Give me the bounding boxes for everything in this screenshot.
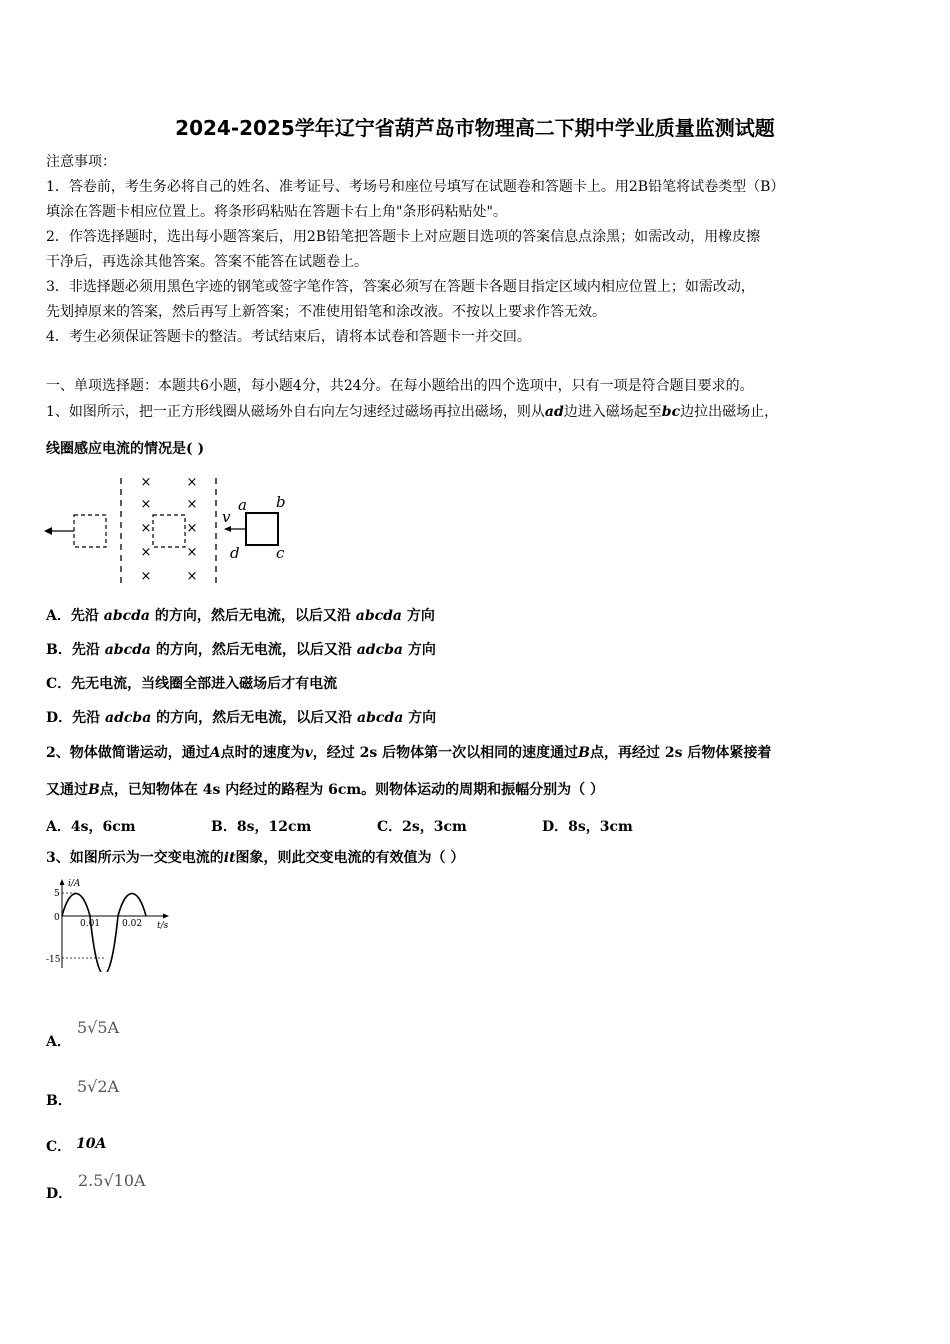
question-3-stem: 3、如图所示为一交变电流的it图象，则此交变电流的有效值为（ ） bbox=[46, 850, 465, 866]
field-cross: × bbox=[186, 521, 198, 536]
q3-option-d-value: 2.5√10A bbox=[78, 1171, 146, 1190]
question-1-stem-cont: 线圈感应电流的情况是( ) bbox=[46, 441, 205, 457]
q2-option-c: C．2s，3cm bbox=[377, 819, 467, 835]
y-tick-top: 5 bbox=[54, 889, 60, 899]
q3-option-b-value: 5√2A bbox=[77, 1077, 120, 1096]
q3-option-d-letter: D． bbox=[46, 1186, 73, 1202]
notice-line: 3．非选择题必须用黑色字迹的钢笔或签字笔作答，答案必须写在答题卡各题目指定区域内相应位置上；如需改动， bbox=[46, 279, 755, 295]
q3-option-c-letter: C． bbox=[46, 1139, 72, 1155]
q1-option-b: B．先沿 abcda 的方向，然后无电流，以后又沿 adcba 方向 bbox=[46, 642, 436, 658]
notice-line: 先划掉原来的答案，然后再写上新答案；不准使用铅笔和涂改液。不按以上要求作答无效。 bbox=[46, 304, 606, 320]
q2-option-a: A．4s，6cm bbox=[46, 819, 136, 835]
y-tick-bottom: -15 bbox=[46, 955, 61, 965]
field-cross: × bbox=[186, 497, 198, 512]
notice-line: 填涂在答题卡相应位置上。将条形码粘贴在答题卡右上角"条形码粘贴处"。 bbox=[46, 204, 507, 220]
q3-option-a-letter: A． bbox=[46, 1034, 71, 1050]
corner-label-d: d bbox=[230, 544, 240, 562]
q2-option-b: B．8s，12cm bbox=[211, 819, 312, 835]
field-cross: × bbox=[140, 545, 152, 560]
magnetic-field-figure bbox=[40, 470, 300, 590]
field-cross: × bbox=[186, 569, 198, 584]
x-tick-2: 0.02 bbox=[122, 919, 143, 929]
y-axis-label: i/A bbox=[68, 879, 81, 889]
field-cross: × bbox=[140, 475, 152, 490]
page-title: 2024-2025学年辽宁省葫芦岛市物理高二下期中学业质量监测试题 bbox=[175, 116, 775, 140]
notice-line: 干净后，再选涂其他答案。答案不能答在试题卷上。 bbox=[46, 254, 368, 270]
notice-line: 2．作答选择题时，选出每小题答案后，用2B铅笔把答题卡上对应题目选项的答案信息点涂黑；如需改动，用橡皮擦 bbox=[46, 229, 761, 245]
q2-option-d: D．8s，3cm bbox=[542, 819, 633, 835]
q1-option-c: C．先无电流，当线圈全部进入磁场后才有电流 bbox=[46, 676, 338, 692]
field-cross: × bbox=[140, 521, 152, 536]
question-2-stem: 2、物体做简谐运动，通过A点时的速度为v，经过 2s 后物体第一次以相同的速度通过B点，再经过 2s 后物体紧接着 bbox=[46, 745, 772, 761]
field-cross: × bbox=[140, 497, 152, 512]
question-1-stem: 1、如图所示，把一正方形线圈从磁场外自右向左匀速经过磁场再拉出磁场，则从ad边进入磁场起至bc边拉出磁场止， bbox=[46, 404, 779, 420]
question-2-stem-cont: 又通过B点，已知物体在 4s 内经过的路程为 6cm。则物体运动的周期和振幅分别为（ ） bbox=[46, 782, 605, 798]
notice-line: 4．考生必须保证答题卡的整洁。考试结束后，请将本试卷和答题卡一并交回。 bbox=[46, 329, 531, 345]
q3-option-a-value: 5√5A bbox=[77, 1018, 120, 1037]
field-cross: × bbox=[186, 475, 198, 490]
corner-label-a: a bbox=[238, 496, 247, 514]
notice-heading: 注意事项： bbox=[46, 154, 116, 170]
origin-label: 0 bbox=[54, 913, 60, 923]
corner-label-b: b bbox=[276, 493, 286, 511]
notice-line: 1．答卷前，考生务必将自己的姓名、准考证号、考场号和座位号填写在试题卷和答题卡上。用2B铅笔将试卷类型（B） bbox=[46, 179, 785, 195]
section-heading: 一、单项选择题：本题共6小题，每小题4分，共24分。在每小题给出的四个选项中，只有一项是符合题目要求的。 bbox=[46, 378, 754, 394]
velocity-label: v bbox=[222, 508, 231, 526]
field-cross: × bbox=[186, 545, 198, 560]
x-tick-1: 0.01 bbox=[80, 919, 101, 929]
q1-option-d: D．先沿 adcba 的方向，然后无电流，以后又沿 abcda 方向 bbox=[46, 710, 437, 726]
q3-option-c-value: 10A bbox=[76, 1136, 107, 1152]
x-axis-label: t/s bbox=[157, 921, 169, 931]
q1-option-a: A．先沿 abcda 的方向，然后无电流，以后又沿 abcda 方向 bbox=[46, 608, 435, 624]
field-cross: × bbox=[140, 569, 152, 584]
current-time-graph bbox=[44, 876, 174, 972]
q3-option-b-letter: B． bbox=[46, 1093, 72, 1109]
corner-label-c: c bbox=[276, 544, 285, 562]
